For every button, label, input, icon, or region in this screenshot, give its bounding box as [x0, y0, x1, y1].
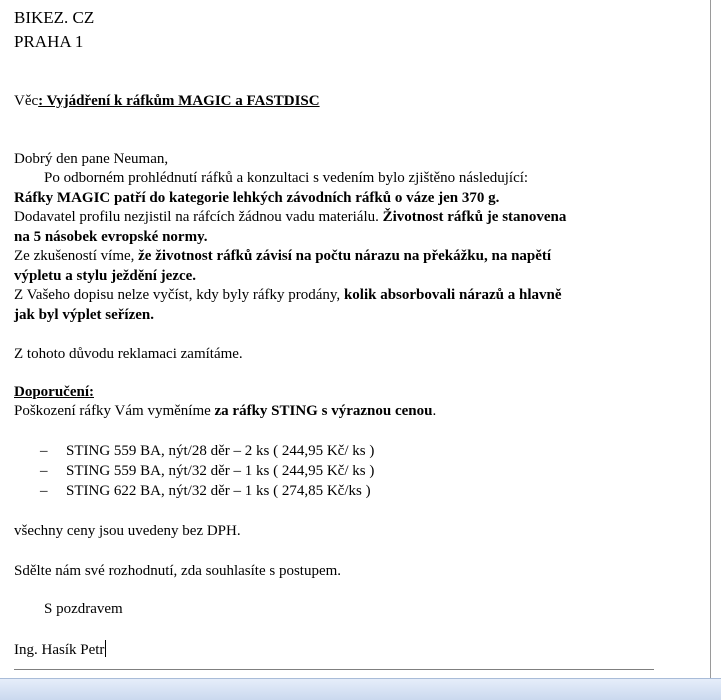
recommendation-bold: za ráfky STING s výraznou cenou: [214, 403, 433, 419]
lifetime-normal: Dodavatel profilu nezjistil na ráfcích žádnou vadu materiálu.: [14, 209, 383, 225]
subject-line: [14, 92, 320, 111]
subject-text: : Vyjádření k ráfkům MAGIC a FASTDISC: [38, 93, 320, 109]
list-item-text: STING 559 BA, nýt/28 děr – 2 ks ( 244,95 Kč/ ks ): [66, 443, 375, 459]
intro-text: Po odborném prohlédnutí ráfků a konzultaci s vedením bylo zjištěno následující:: [44, 170, 529, 186]
page-bottom-rule: [14, 669, 654, 670]
letter-bold: kolik absorbovali nárazů a hlavně: [343, 287, 562, 303]
recommendation-normal: Poškození ráfky Vám vyměníme: [14, 403, 215, 419]
signature: [14, 640, 106, 660]
prices-note: všechny ceny jsou uvedeny bez DPH.: [14, 523, 241, 539]
rejection-text: Z tohoto důvodu reklamaci zamítáme.: [14, 346, 243, 362]
paragraph-lifetime-1: [14, 208, 566, 227]
text-cursor: [105, 640, 106, 657]
list-bullet: –: [40, 483, 48, 499]
list-item: [40, 462, 374, 481]
signature-text: Ing. Hasík Petr: [14, 642, 105, 658]
paragraph-letter-1: [14, 286, 561, 305]
letter-normal: Z Vašeho dopisu nelze vyčíst, kdy byly ráfky prodány,: [14, 287, 344, 303]
experience-normal: Ze zkušeností víme,: [14, 248, 139, 264]
company-name: BIKEZ. CZ: [14, 8, 95, 27]
experience-bold: že životnost ráfků závisí na počtu nárazu na překážku, na napětí: [138, 248, 552, 264]
recommendation-text: [14, 402, 436, 421]
recommendation-end: .: [432, 403, 437, 419]
greeting: Dobrý den pane Neuman,: [14, 151, 169, 167]
paragraph-lifetime-2: na 5 násobek evropské normy.: [14, 229, 208, 245]
list-item-text: STING 622 BA, nýt/32 děr – 1 ks ( 274,85 Kč/ks ): [66, 483, 371, 499]
list-item: [40, 482, 371, 501]
paragraph-experience-1: [14, 247, 551, 266]
lifetime-bold: Životnost ráfků je stanovena: [382, 209, 567, 225]
list-item: [40, 442, 374, 461]
list-bullet: –: [40, 443, 48, 459]
list-item-text: STING 559 BA, nýt/32 děr – 1 ks ( 244,95 Kč/ ks ): [66, 463, 375, 479]
decision-request: Sdělte nám své rozhodnutí, zda souhlasíte s postupem.: [14, 563, 342, 579]
company-city: PRAHA 1: [14, 32, 84, 51]
subject-prefix: Věc: [14, 93, 39, 109]
list-bullet: –: [40, 463, 48, 479]
page-right-edge: [710, 0, 711, 678]
paragraph-letter-2: jak byl výplet seřízen.: [14, 307, 154, 323]
paragraph-magic: Ráfky MAGIC patří do kategorie lehkých závodních ráfků o váze jen 370 g.: [14, 190, 500, 206]
closing: S pozdravem: [44, 601, 123, 617]
paragraph-experience-2: výpletu a stylu ježdění jezce.: [14, 268, 197, 284]
window-bottom-bar: [0, 678, 721, 700]
recommendation-heading: Doporučení:: [14, 384, 94, 400]
